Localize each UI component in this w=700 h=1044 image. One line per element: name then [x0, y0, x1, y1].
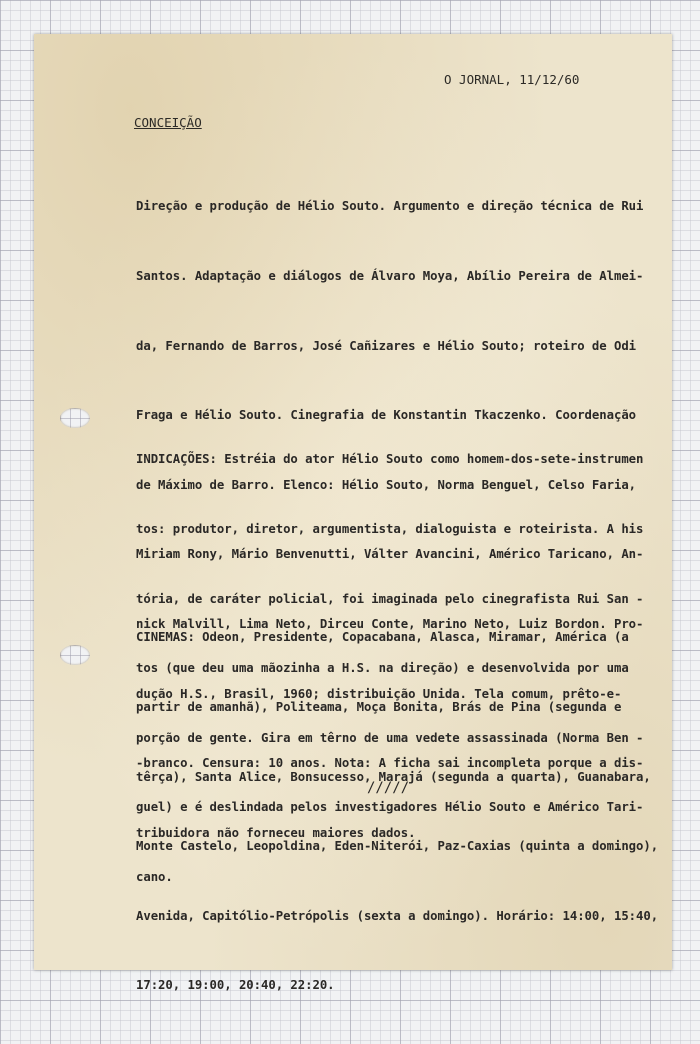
credits-line: -branco. Censura: 10 anos. Nota: A ficha sai incompleta porque a dis- [136, 756, 644, 771]
film-title: CONCEIÇÃO [134, 115, 202, 130]
credits-line: Santos. Adaptação e diálogos de Álvaro Moya, Abílio Pereira de Almei- [136, 269, 644, 284]
cinemas-line: partir de amanhã), Politeama, Moça Bonita, Brás de Pina (segunda e [136, 700, 622, 715]
credits-line: Fraga e Hélio Souto. Cinegrafia de Konstantin Tkaczenko. Coordenação [136, 408, 637, 423]
cinemas-line: Avenida, Capitólio-Petrópolis (sexta a domingo). Horário: 14:00, 15:40, [136, 908, 659, 923]
cinemas-line: 17:20, 19:00, 20:40, 22:20. [136, 978, 335, 993]
indicacoes-line: tos: produtor, diretor, argumentista, dialoguista e roteirista. A his [136, 522, 644, 537]
punch-hole-lower [60, 645, 90, 665]
credits-line: dução H.S., Brasil, 1960; distribuição Unida. Tela comum, prêto-e- [136, 686, 622, 701]
cinemas-line: Monte Castelo, Leopoldina, Eden-Niterói, Paz-Caxias (quinta a domingo), [136, 839, 659, 854]
typed-document-sheet [34, 34, 672, 993]
indicacoes-line: INDICAÇÕES: Estréia do ator Hélio Souto como homem-dos-sete-instrumen [136, 452, 644, 467]
credits-line: tribuidora não forneceu maiores dados. [136, 825, 416, 840]
indicacoes-line: porção de gente. Gira em têrno de uma vedete assassinada (Norma Ben - [136, 730, 644, 745]
end-mark: ///// [367, 780, 410, 796]
punch-hole-upper [60, 408, 90, 428]
indicacoes-line: tos (que deu uma mãozinha a H.S. na direção) e desenvolvida por uma [136, 661, 629, 676]
cinemas-paragraph [136, 580, 658, 1044]
indicacoes-line: guel) e é deslindada pelos investigadores Hélio Souto e Américo Tari- [136, 800, 644, 815]
credits-line: Direção e produção de Hélio Souto. Argumento e direção técnica de Rui [136, 199, 644, 214]
credits-line: de Máximo de Barro. Elenco: Hélio Souto, Norma Benguel, Celso Faria, [136, 477, 637, 492]
cinemas-line: têrça), Santa Alice, Bonsucesso, Marajá (segunda a quarta), Guanabara, [136, 769, 651, 784]
indicacoes-line: tória, de caráter policial, foi imaginada pelo cinegrafista Rui San - [136, 591, 644, 606]
credits-line: da, Fernando de Barros, José Cañizares e Hélio Souto; roteiro de Odi [136, 338, 637, 353]
credits-line: Miriam Rony, Mário Benvenutti, Válter Avancini, Américo Taricano, An- [136, 547, 644, 562]
indicacoes-line: cano. [136, 870, 173, 885]
newspaper-reference: O JORNAL, 11/12/60 [444, 72, 580, 87]
credits-line: nick Malvill, Lima Neto, Dirceu Conte, Marino Neto, Luiz Bordon. Pro- [136, 617, 644, 632]
cinemas-line: CINEMAS: Odeon, Presidente, Copacabana, Alasca, Miramar, América (a [136, 630, 629, 645]
